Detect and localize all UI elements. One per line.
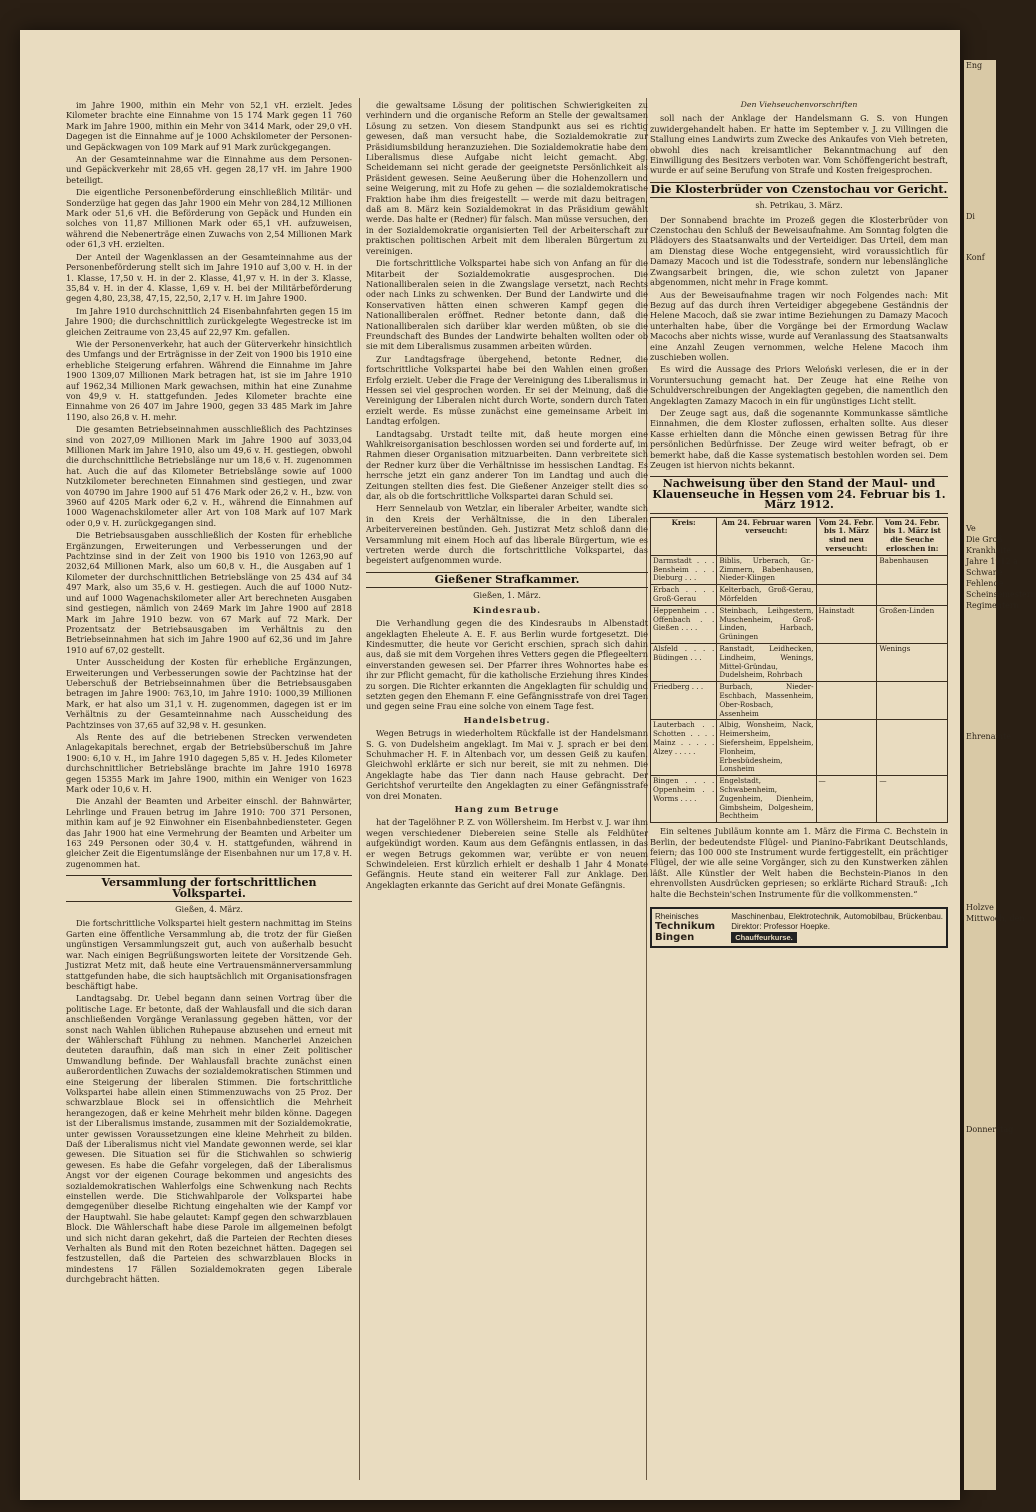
paragraph: Als Rente des auf die betriebenen Strecken verwendeten Anlagekapitals berechnet, ergab der Betriebsüberschuß im Jahre 1900: 6,10 v. H., im Jahre 1910 dagegen 5,85 v. H. Jedes Kilometer durchschnittlicher Betriebslänge brachte im Jahre 1910 16978 gegen 15355 Mark im Jahre 1900, mithin ein Weniger von 1623 Mark oder 10,6 v. H. <box>66 731 352 794</box>
paragraph: Unter Ausscheidung der Kosten für erhebliche Ergänzungen, Erweiterungen und Verbesserungen sowie der Pachtzinse hat der Ueberschuß der Betriebseinnahmen über die Betriebsausgaben betragen im Jahre 1900: 763,10, im Jahre 1910: 1000,39 Millionen Mark, er hat also um 31,1 v. H. zugenommen, dagegen ist er im Verhältnis zu der Gesamteinnahme nach Ausscheidung des Pachtzinses von 37,65 auf 32,98 v. H. gesunken. <box>66 657 352 730</box>
table-cell <box>877 585 948 606</box>
ad-text-block <box>731 912 943 943</box>
paragraph: Die gesamten Betriebseinnahmen ausschließlich des Pachtzinses sind von 2027,09 Millionen Mark im Jahre 1900 auf 3033,04 Millionen Mark im Jahre 1910, also um 49,6 v. H. gestiegen, obwohl die durchschnittliche Betriebslänge nur um 18,6 v. H. zugenommen hat. Auch die auf das Kilometer Betriebslänge sowie auf 1000 Nutzkilometer berechneten Einnahmen sind gestiegen, und zwar von 40790 im Jahre 1900 auf 51 476 Mark oder 26,2 v. H., bzw. von 3960 auf 4205 Mark oder 6,2 v. H., während die Einnahmen auf 1000 Wagenachskilometer aller Art von 108 Mark auf 107 Mark oder 0,9 v. H. zurückgegangen sind. <box>66 424 352 528</box>
edge-text: Schwane <box>966 568 1003 577</box>
column-right <box>650 100 948 1480</box>
paragraph: Herr Sennelaub von Wetzlar, ein liberaler Arbeiter, wandte sich in den Kreis der Verhältnisse, die in den Liberalen Arbeitervereinen bestünden. Geh. Justizrat Metz schloß dann die Versammlung mit einem Hoch auf das liberale Bürgertum, wie es vertreten werde durch die fortschrittliche Volkspartei, das begeistert aufgenommen wurde. <box>366 503 648 566</box>
paragraph: Der Anteil der Wagenklassen an der Gesamteinnahme aus der Personenbeförderung stellt sich im Jahre 1910 auf 3,00 v. H. in der 1. Klasse, 17,50 v. H. in der 2. Klasse, 41,97 v. H. in der 3. Klasse, 35,84 v. H. in der 4. Klasse, 1,69 v. H. bei der Militärbeförderung gegen 4,80, 23,38, 47,15, 22,50, 2,17 v. H. im Jahre 1900. <box>66 251 352 304</box>
edge-text: Krankheite <box>966 546 1011 555</box>
edge-text: Holzve <box>966 903 994 912</box>
edge-text: Ve <box>966 524 976 533</box>
epidemic-table <box>650 517 948 824</box>
edge-text: Regimentern <box>966 601 1019 610</box>
table-cell: Wenings <box>877 643 948 681</box>
edge-text: Fehlende <box>966 579 1004 588</box>
paragraph: soll nach der Anklage der Handelsmann G. S. von Hungen zuwidergehandelt haben. Er hatte im September v. J. zu Villingen die Stallung eines Landwirts zum Zwecke des Ankaufes von Vieh betreten, obwohl dies nach kreisamtlicher Bekanntmachung auf den Einwilligung des Besitzers verboten war. Vom Schöffengericht bestraft, wurde er auf seine Berufung von Strafe und Kosten freigesprochen. <box>650 113 948 176</box>
table-row <box>651 776 948 823</box>
table-cell <box>816 720 877 776</box>
table-cell: Heppenheim . . Offenbach . . Gießen . . . . <box>651 605 717 643</box>
table-cell <box>877 682 948 720</box>
table-row <box>651 682 948 720</box>
table-row <box>651 585 948 606</box>
table-cell: Bingen . . . . Oppenheim . . Worms . . . . <box>651 776 717 823</box>
paragraph: Der Sonnabend brachte im Prozeß gegen die Klosterbrüder von Czenstochau den Schluß der Beweisaufnahme. Am Sonntag folgten die Plädoyers des Staatsanwalts und der Verteidiger. Das Urteil, dem man am Dienstag diese Woche entgegensieht, wird voraussichtlich für Damazy Macoch und ist die Todesstrafe, sondern nur lebenslängliche Zwangsarbeit bringen, die, wie schon zuletzt von Japaner abgenommen, nicht mehr in Frage kommt. <box>650 214 948 288</box>
table-cell: Burbach, Nieder-Eschbach, Massenheim, Ober-Rosbach, Assenheim <box>717 682 816 720</box>
table-cell: Steinbach, Leihgestern, Muschenheim, Groß-Linden, Harbach, Grüningen <box>717 605 816 643</box>
dateline: Gießen, 4. März. <box>175 905 243 915</box>
table-header: Am 24. Februar waren verseucht: <box>717 517 816 555</box>
column-middle <box>366 100 648 1480</box>
table-cell: Friedberg . . . <box>651 682 717 720</box>
ad-label: Rheinisches <box>655 911 699 921</box>
table-cell: Lauterbach . . Schotten . . . . Mainz . . . . . Alzey . . . . . <box>651 720 717 776</box>
dateline: sh. Petrikau, 3. März. <box>755 201 843 211</box>
table-header: Vom 24. Febr. bis 1. März ist die Seuche erloschen in: <box>877 517 948 555</box>
table-cell <box>816 682 877 720</box>
paragraph: Wegen Betrugs in wiederholtem Rückfalle ist der Handelsmann S. G. von Dudelsheim angeklagt. Im Mai v. J. sprach er bei dem Schuhmacher H. F. in Altenbach vor, um dessen Geiß zu kaufen. Gleichwohl erklärte er sich nur bereit, sie mit zu nehmen. Die Angeklagte habe das Tier dann nach Hause gebracht. Der Gerichtshof verurteilte den Angeklagten zu einer Gefängnisstrafe von drei Monaten. <box>366 728 648 801</box>
paragraph: Die fortschrittliche Volkspartei hielt gestern nachmittag im Steins Garten eine öffentliche Versammlung ab, die trotz der für Gießen ungünstigen Versammlungszeit gut, auch von außerhalb besucht war. Nach einigen Begrüßungsworten leitete der Vorsitzende Geh. Justizrat Metz mit, daß heute eine Vertrauensmännerversammlung stattgefunden habe, die sich hauptsächlich mit Organisationsfragen beschäftigt habe. <box>66 918 352 991</box>
article-headline: Die Klosterbrüder von Czenstochau vor Gericht. <box>650 182 948 198</box>
subheading: Handelsbetrug. <box>463 714 551 725</box>
table-header-row <box>651 517 948 555</box>
table-cell: Großen-Linden <box>877 605 948 643</box>
paragraph: Zur Landtagsfrage übergehend, betonte Redner, die fortschrittliche Volkspartei habe bei den Wahlen einen großen Erfolg erzielt. Ueber die Frage der Vereinigung des Liberalismus in Hessen sei viel gesprochen worden. Er sei der Meinung, daß die Vereinigung der Liberalen nicht durch Worte, sondern durch Taten erzielt werde. Es müsse zunächst eine gemeinsame Arbeit im Landtag erfolgen. <box>366 353 648 427</box>
paragraph: Ein seltenes Jubiläum konnte am 1. März die Firma C. Bechstein in Berlin, der bedeutendste Flügel- und Pianino-Fabrikant Deutschlands, feiern; das 100 000 ste Instrument wurde fertiggestellt, ein prächtiger Flügel, der wie alle seine Vorgänger, sich zu den Kunstwerken zählen läßt. Alle Künstler der Welt haben die Bechstein-Pianos in den ehrenvollsten Ausdrücken gepriesen; so erklärte Richard Strauß: „Ich halte die Bechstein'schen Instrumente für die vollkommensten.“ <box>650 826 948 899</box>
table-cell: Alsfeld . . . . Büdingen . . . <box>651 643 717 681</box>
edge-text: Konf <box>966 253 985 262</box>
table-cell: Erbach . . . . Groß-Gerau <box>651 585 717 606</box>
paragraph: Landtagsabg. Dr. Uebel begann dann seinen Vortrag über die politische Lage. Er betonte, daß der Wahlausfall und die sich daran anschließenden Vorgänge Veranlassung gegeben hätten, vor der sonst nach Wahlen üblichen Ruhepause abzusehen und erneut mit der Wählerschaft Fühlung zu nehmen. Mancherlei Anzeichen deuteten daraufhin, daß man sich in einer Zeit politischer Umwandlung befinde. Der Wahlausfall brachte zunächst einen außerordentlichen Zuwachs der sozialdemokratischen Stimmen und eine Steigerung der liberalen Stimmen. Die fortschrittliche Volkspartei habe allein einen Stimmenzuwachs von 25 Proz. Der schwarzblaue Block sei in offensichtlich die Mehrheit herangezogen, daß er keine Mehrheit mehr bilden könne. Dagegen ist der Liberalismus imstande, zusammen mit der Sozialdemokratie, unter gewissen Voraussetzungen eine kleine Mehrheit zu bilden. Daß der Liberalismus nicht viel Mandate gewonnen werde, sei klar gewesen. Die Situation sei für die Stichwahlen so schwierig gewesen. Es habe die Gefahr vorgelegen, daß der Liberalismus Angst vor der eigenen Courage bekommen und angesichts des sozialdemokratischen Wahlerfolgs eine Schwenkung nach Rechts einstellen werde. Die Stichwahlparole der Volkspartei habe demgegenüber dieselbe Richtung eingehalten wie der Kampf vor der Hauptwahl. Sie habe gelautet: Kampf gegen den schwarzblauen Block. Die Wählerschaft habe diese Parole im allgemeinen befolgt und sich nicht daran gekehrt, daß die Parteien der Rechten dieses Verhalten als Bund mit den Roten bezeichnet hätten. Dagegen sei festzustellen, daß die Parteien des schwarzblauen Blocks in mindestens 17 Fällen Sozialdemokraten gegen Liberale durchgebracht hätten. <box>66 993 352 1285</box>
paragraph: hat der Tagelöhner P. Z. von Wöllersheim. Im Herbst v. J. war ihm wegen verschiedener Diebereien seine Stelle als Feldhüter aufgekündigt worden. Kaum aus dem Gefängnis entlassen, in das er wegen Betrugs gekommen war, verübte er von neuem Schwindeleien. Erst kürzlich erhielt er deshalb 1 Jahr 4 Monate Gefängnis. Heute stand ein weiterer Fall zur Anklage. Den Angeklagten erkannte das Gericht auf drei Monate Gefängnis. <box>366 817 648 890</box>
column-left <box>66 100 352 1478</box>
paragraph: Die Verhandlung gegen die des Kindesraubs in Albenstadt angeklagten Eheleute A. E. F. aus Berlin wurde fortgesetzt. Die Kindesmutter, die heute vor Gericht erschien, sprach sich dahin aus, daß sie mit dem Vorgehen ihres Vetters gegen die Pflegeeltern einverstanden gewesen sei. Der Pfarrer ihres Wohnortes habe es ihr zur Pflicht gemacht, für die katholische Erziehung ihres Kindes zu sorgen. Die Richter erkannten die Angeklagten für schuldig und setzten gegen den Ehemann F. eine Gefängnisstrafe von drei Tagen und gegen seine Frau eine solche von einem Tage fest. <box>366 618 648 712</box>
article-headline: Versammlung der fortschrittlichen Volkspartei. <box>66 875 352 902</box>
table-cell: Albig, Wonsheim, Nack, Heimersheim, Siefersheim, Eppelsheim, Flonheim, Erbesbüdesheim, Lonsheim <box>717 720 816 776</box>
paragraph: Es wird die Aussage des Priors Weloński verlesen, die er in der Voruntersuchung gemacht hat. Der Zeuge hat eine Reihe von Schuldverschreibungen der Angeklagten gegeben, die namentlich den Angeklagten Zamazy Macoch in ein für ungünstiges Licht stellt. <box>650 364 948 406</box>
table-header: Vom 24. Febr. bis 1. März sind neu verseucht: <box>816 517 877 555</box>
table-cell <box>816 585 877 606</box>
edge-text: Eng <box>966 61 983 70</box>
paragraph: im Jahre 1900, mithin ein Mehr von 52,1 vH. erzielt. Jedes Kilometer brachte eine Einnahme von 15 174 Mark gegen 11 760 Mark im Jahre 1900, mithin ein Mehr von 3414 Mark, oder 29,0 vH. Dagegen ist die Einnahme auf je 1000 Achskilometer der Personen- und Gepäckwagen von 109 Mark auf 91 Mark zurückgegangen. <box>66 100 352 152</box>
table-row <box>651 555 948 584</box>
edge-text: Scheinsemestern <box>966 590 1036 599</box>
paragraph: Die eigentliche Personenbeförderung einschließlich Militär- und Sonderzüge hat gegen das Jahr 1900 ein Mehr von 284,12 Millionen Mark oder 51,6 vH. die Beförderung von Gepäck und Hunden ein solches von 11,87 Millionen Mark oder 65,1 vH. aufzuweisen, während die Nebenerträge einen Zuwachs von 2,54 Millionen Mark oder 61,3 vH. erzielten. <box>66 187 352 250</box>
edge-text: Donnerstag <box>966 1125 1014 1134</box>
edge-text: Jahre 1912 a <box>966 557 1018 566</box>
notice-title: Den Viehseuchenvorschriften <box>740 100 858 109</box>
table-cell: — <box>877 776 948 823</box>
ad-brand: Technikum Bingen <box>655 921 716 943</box>
paragraph: Die Betriebsausgaben ausschließlich der Kosten für erhebliche Ergänzungen, Erweiterungen und Verbesserungen und der Pachtzinse sind in der Zeit von 1900 bis 1910 von 1263,90 auf 2032,64 Millionen Mark, also um 60,8 v. H., die Ausgaben auf 1 Kilometer der durchschnittlichen Betriebslänge von 25 434 auf 34 497 Mark, also um 35,6 v. H. gestiegen. Auch die auf 1000 Nutz- und auf 1000 Wagenachskilometer aller Art berechneten Ausgaben sind gestiegen, nämlich von 2469 Mark im Jahre 1900 auf 2818 Mark im Jahre 1910 bezw. von 67 Mark auf 72 Mark. Der Prozentsatz der Betriebsausgaben im Verhältnis zu den Betriebseinnahmen hat sich im Jahre 1900 auf 62,36 und im Jahre 1910 auf 67,02 gestellt. <box>66 530 352 655</box>
paragraph: Im Jahre 1910 durchschnittlich 24 Eisenbahnfahrten gegen 15 im Jahre 1900; die durchschnittlich zurückgelegte Wegestrecke ist im gleichen Zeitraume von 23,45 auf 22,97 Km. gefallen. <box>66 305 352 337</box>
edge-text: Mittwoch, den <box>966 914 1025 923</box>
table-header: Kreis: <box>651 517 717 555</box>
paragraph: Landtagsabg. Urstadt teilte mit, daß heute morgen eine Wahlkreisorganisation beschlossen worden sei und forderte auf, im Rahmen dieser Organisation mitzuarbeiten. Dann verbreitete sich der Redner kurz über die Verhältnisse im hessischen Landtag. Es herrsche jetzt ein ganz anderer Ton im Landtag und auch die Zeitungen stellten dies fest. Die Gießener Anzeiger stellt dies so dar, als ob die fortschrittliche Volkspartei daran Schuld sei. <box>366 428 648 502</box>
dateline: Gießen, 1. März. <box>473 591 541 601</box>
paragraph: Aus der Beweisaufnahme tragen wir noch Folgendes nach: Mit Bezug auf das durch ihren Verteidiger abgegebene Geständnis der Helene Macoch, daß sie zwar intime Beziehungen zu Damazy Macoch unterhalten habe, über die Vorgänge bei der Ermordung Waclaw Macochs aber nichts wisse, wurde auf Veranlassung des Staatsanwalts eine Anzahl Zeugen vernommen, welche Helene Macoch ihm zuschieben wollen. <box>650 289 948 362</box>
table-row <box>651 605 948 643</box>
advertisement <box>650 907 948 948</box>
ad-brand-block <box>655 912 725 943</box>
newspaper-page <box>20 30 960 1500</box>
paragraph: Der Zeuge sagt aus, daß die sogenannte Kommunkasse sämtliche Einnahmen, die dem Kloster zuflossen, erhalten sollte. Aus dieser Kasse erhielten dann die Mönche einen gewissen Betrag für ihre persönlichen Bedürfnisse. Der Zeuge wird weiter befragt, ob er bemerkt habe, daß die Kasse systematisch bestohlen worden sei. Dem Zeugen ist hiervon nichts bekannt. <box>650 407 948 470</box>
adjacent-page-edge <box>964 60 1036 1490</box>
paragraph: die gewaltsame Lösung der politischen Schwierigkeiten zu verhindern und die organische Reform an Stelle der gewaltsamen Lösung zu setzen. Von diesem Standpunkt aus sei es richtig gewesen, daß man versucht habe, die Sozialdemokratie zur Präsidiumsbildung heranzuziehen. Die Sozialdemokratie habe dem Liberalismus diese Aufgabe nicht leicht gemacht. Abg. Scheidemann sei nicht gerade der geeignetste Persönlichkeit als Präsident gewesen. Seine Aeußerung über die Hohenzollern und seine Weigerung, mit zu Hofe zu gehen — die sozialdemokratische Fraktion habe ihm dies freigestellt — werde mit dazu beitragen, daß am 8. März kein Sozialdemokrat in das Präsidium gewählt werde. Das halte er (Redner) für falsch. Man müsse versuchen, den in der Sozialdemokratie organisierten Teil der Arbeiterschaft zur praktischen politischen Arbeit mit dem liberalen Bürgertum zu vereinigen. <box>366 100 648 256</box>
ad-tag: Chauffeurkurse. <box>731 932 797 943</box>
table-cell: Babenhausen <box>877 555 948 584</box>
table-cell <box>816 555 877 584</box>
table-cell: Darmstadt . . . Bensheim . . . Dieburg . . . <box>651 555 717 584</box>
table-cell: Biblis, Urberach, Gr.-Zimmern, Babenhausen, Nieder-Klingen <box>717 555 816 584</box>
table-cell: — <box>816 776 877 823</box>
subheading: Kindesraub. <box>472 604 542 615</box>
subheading: Hang zum Betruge <box>454 804 560 814</box>
table-cell: Engelstadt, Schwabenheim, Zugenheim, Dienheim, Gimbsheim, Dolgesheim, Bechtheim <box>717 776 816 823</box>
table-cell <box>877 720 948 776</box>
table-cell <box>816 643 877 681</box>
paragraph: Wie der Personenverkehr, hat auch der Güterverkehr hinsichtlich des Umfangs und der Erträgnisse in der Zeit von 1900 bis 1910 eine erhebliche Steigerung erfahren. Während die Einnahme im Jahre 1900 1309,07 Millionen Mark betragen hat, ist sie im Jahre 1910 auf 1962,34 Millionen Mark gewachsen, mithin hat eine Zunahme von 49,9 v. H. stattgefunden. Jedes Kilometer brachte eine Einnahme von 26 407 im Jahre 1900, gegen 33 485 Mark im Jahre 1190, also 26,8 v. H. mehr. <box>66 338 352 422</box>
ad-description: Maschinenbau, Elektrotechnik, Automobilbau, Brückenbau. Direktor: Professor Hoepke. <box>731 911 943 932</box>
table-cell: Hainstadt <box>816 605 877 643</box>
table-cell: Ranstadt, Leidhecken, Lindheim, Wenings, Mittel-Gründau, Dudelsheim, Rohrbach <box>717 643 816 681</box>
edge-text: Ehrenamte <box>966 732 1012 741</box>
edge-text: Die Groß <box>966 535 1003 544</box>
table-row <box>651 643 948 681</box>
table-headline: Nachweisung über den Stand der Maul- und Klauenseuche in Hessen vom 24. Februar bis 1. März 1912. <box>650 476 948 513</box>
article-headline: Gießener Strafkammer. <box>366 572 648 588</box>
paragraph: An der Gesamteinnahme war die Einnahme aus dem Personen- und Gepäckverkehr mit 28,65 vH. gegen 28,17 vH. im Jahre 1900 beteiligt. <box>66 154 352 185</box>
table-row <box>651 720 948 776</box>
edge-text: Di <box>966 212 975 221</box>
paragraph: Die fortschrittliche Volkspartei habe sich von Anfang an für die Mitarbeit der Sozialdemokratie ausgesprochen. Die Nationalliberalen seien in die Zwangslage versetzt, nach Rechts oder nach Links zu schwenken. Der Bund der Landwirte und die Konservativen hätten einen schweren Kampf gegen die Nationalliberalen eröffnet. Redner betonte dann, daß die Nationalliberalen sich darüber klar werden müßten, ob sie die Freundschaft des Bundes der Landwirte behalten wollten oder ob sie mit dem Liberalismus zusammen arbeiten würden. <box>366 258 648 352</box>
column-rule <box>359 98 360 1480</box>
table-cell: Kelterbach, Groß-Gerau, Mörfelden <box>717 585 816 606</box>
paragraph: Die Anzahl der Beamten und Arbeiter einschl. der Bahnwärter, Lehrlinge und Frauen betrug im Jahre 1910: 700 371 Personen, mithin kam auf je 92 Einwohner ein Eisenbahnbediensteter. Gegen das Jahr 1900 hat eine Vermehrung der Beamten und Arbeiter um 163 249 Personen oder 30,4 v. H. stattgefunden, während in gleicher Zeit die Eigentumslänge der Eisenbahnen nur um 17,8 v. H. zugenommen hat. <box>66 796 352 869</box>
